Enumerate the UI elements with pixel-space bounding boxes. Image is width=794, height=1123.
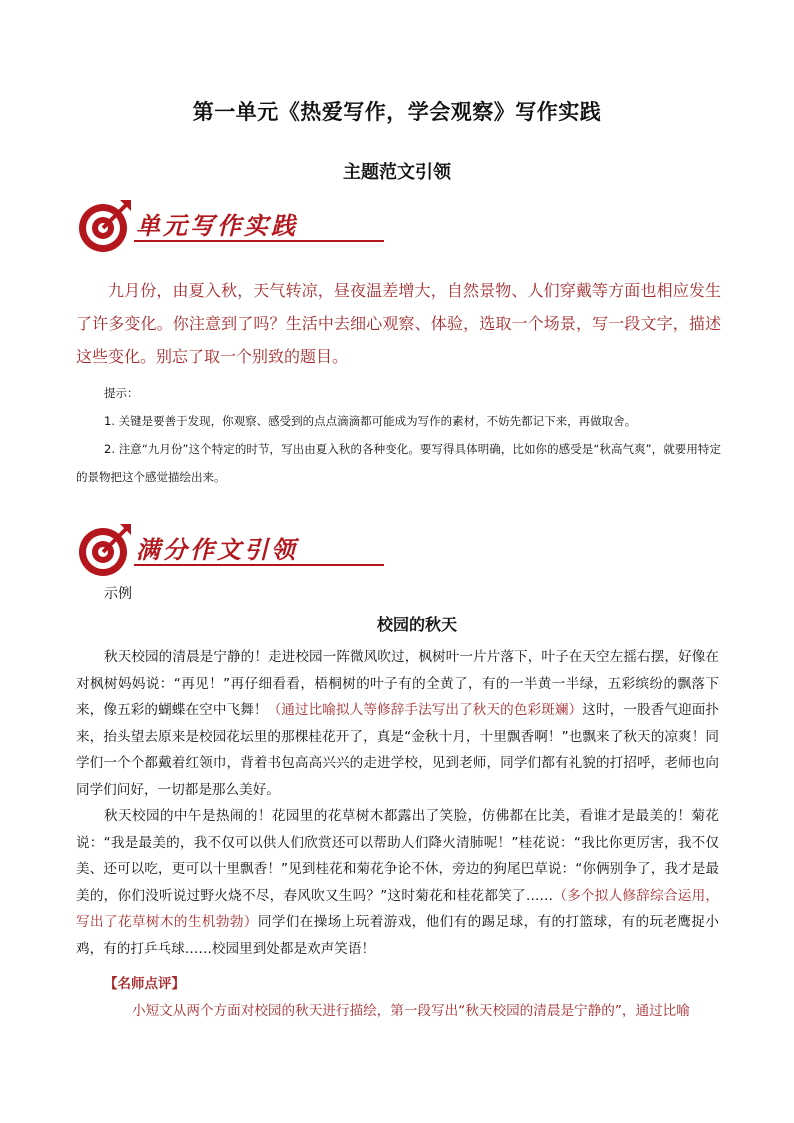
example-label: 示例: [104, 586, 132, 602]
essay-body: [76, 644, 719, 962]
essay-text: 同学们在操场上玩着游戏，他们有的踢足球，有的打篮球，有的玩老鹰捉小鸡，有的打乒乓球……校园里到处都是欢声笑语！: [76, 914, 719, 957]
essay-text: 秋天校园的清晨是宁静的！走进校园一阵微风吹过，枫树叶一片片落下，叶子在天空左摇右摆，好像在对枫树妈妈说：“再见！”再仔细看看，梧桐树的叶子有的全黄了，有的一半黄一半绿，五彩缤纷的飘落下来，像五彩的蝴蝶在空中飞舞！: [76, 649, 719, 718]
section-heading-practice: 单元写作实践: [136, 211, 298, 240]
section-banner-practice: [76, 196, 326, 256]
page-subtitle: 主题范文引领: [343, 162, 451, 183]
essay-text: 秋天校园的中午是热闹的！花园里的花草树木都露出了笑脸，仿佛都在比美，看谁才是最美的！菊花说：“我是最美的，我不仅可以供人们欣赏还可以帮助人们降火清肺呢！”桂花说：“我比你更厉害，我不仅美、还可以吃，更可以十里飘香！”见到桂花和菊花争论不休，旁边的狗尾巴草说：“你俩别争了，我才是最美的，你们没听说过野火烧不尽，春风吹又生吗？”这时菊花和桂花都笑了……: [76, 808, 719, 904]
tip-item-2: 2. 注意“九月份”这个特定的时节，写出由夏入秋的各种变化。要写得具体明确，比如你的感受是“秋高气爽”，就要用特定的景物把这个感觉描绘出来。: [76, 442, 721, 484]
banner-underline: [134, 564, 384, 566]
annotation-note: （多个拟人修辞综合运用，写出了花草树木的生机勃勃）: [76, 887, 719, 930]
target-arrow-icon: [76, 196, 136, 256]
section-banner-example: [76, 520, 326, 580]
banner-underline: [134, 240, 384, 242]
section-heading-example: 满分作文引领: [136, 535, 298, 564]
tips-block: [76, 379, 721, 491]
essay-text: 这时，一股香气迎面扑来，抬头望去原来是校园花坛里的那棵桂花开了，真是“金秋十月，十里飘香啊！”也飘来了秋天的凉爽！同学们一个个都戴着红领巾，背着书包高高兴兴的走进学校，见到老师，同学们都有礼貌的打招呼，老师也向同学们问好，一切都是那么美好。: [76, 702, 720, 798]
annotation-note: （通过比喻拟人等修辞手法写出了秋天的色彩斑斓）: [267, 702, 583, 718]
teacher-comment: 小短文从两个方面对校园的秋天进行描绘，第一段写出“秋天校园的清晨是宁静的”，通过比喻: [132, 1003, 690, 1019]
teacher-comment-label: 【名师点评】: [104, 976, 185, 992]
essay-paragraph-2: [76, 803, 719, 962]
target-arrow-icon: [76, 520, 136, 580]
page-title: 第一单元《热爱写作，学会观察》写作实践: [192, 100, 602, 124]
essay-paragraph-1: [76, 644, 719, 803]
essay-title: 校园的秋天: [376, 615, 457, 634]
tip-item-1: 1. 关键是要善于发现，你观察、感受到的点点滴滴都可能成为写作的素材，不妨先都记下来，再做取舍。: [104, 414, 637, 428]
tips-label: 提示：: [104, 386, 139, 400]
writing-prompt: 九月份，由夏入秋，天气转凉，昼夜温差增大，自然景物、人们穿戴等方面也相应发生了许多变化。你注意到了吗？生活中去细心观察、体验，选取一个场景，写一段文字，描述这些变化。别忘了取一个别致的题目。: [76, 281, 721, 366]
